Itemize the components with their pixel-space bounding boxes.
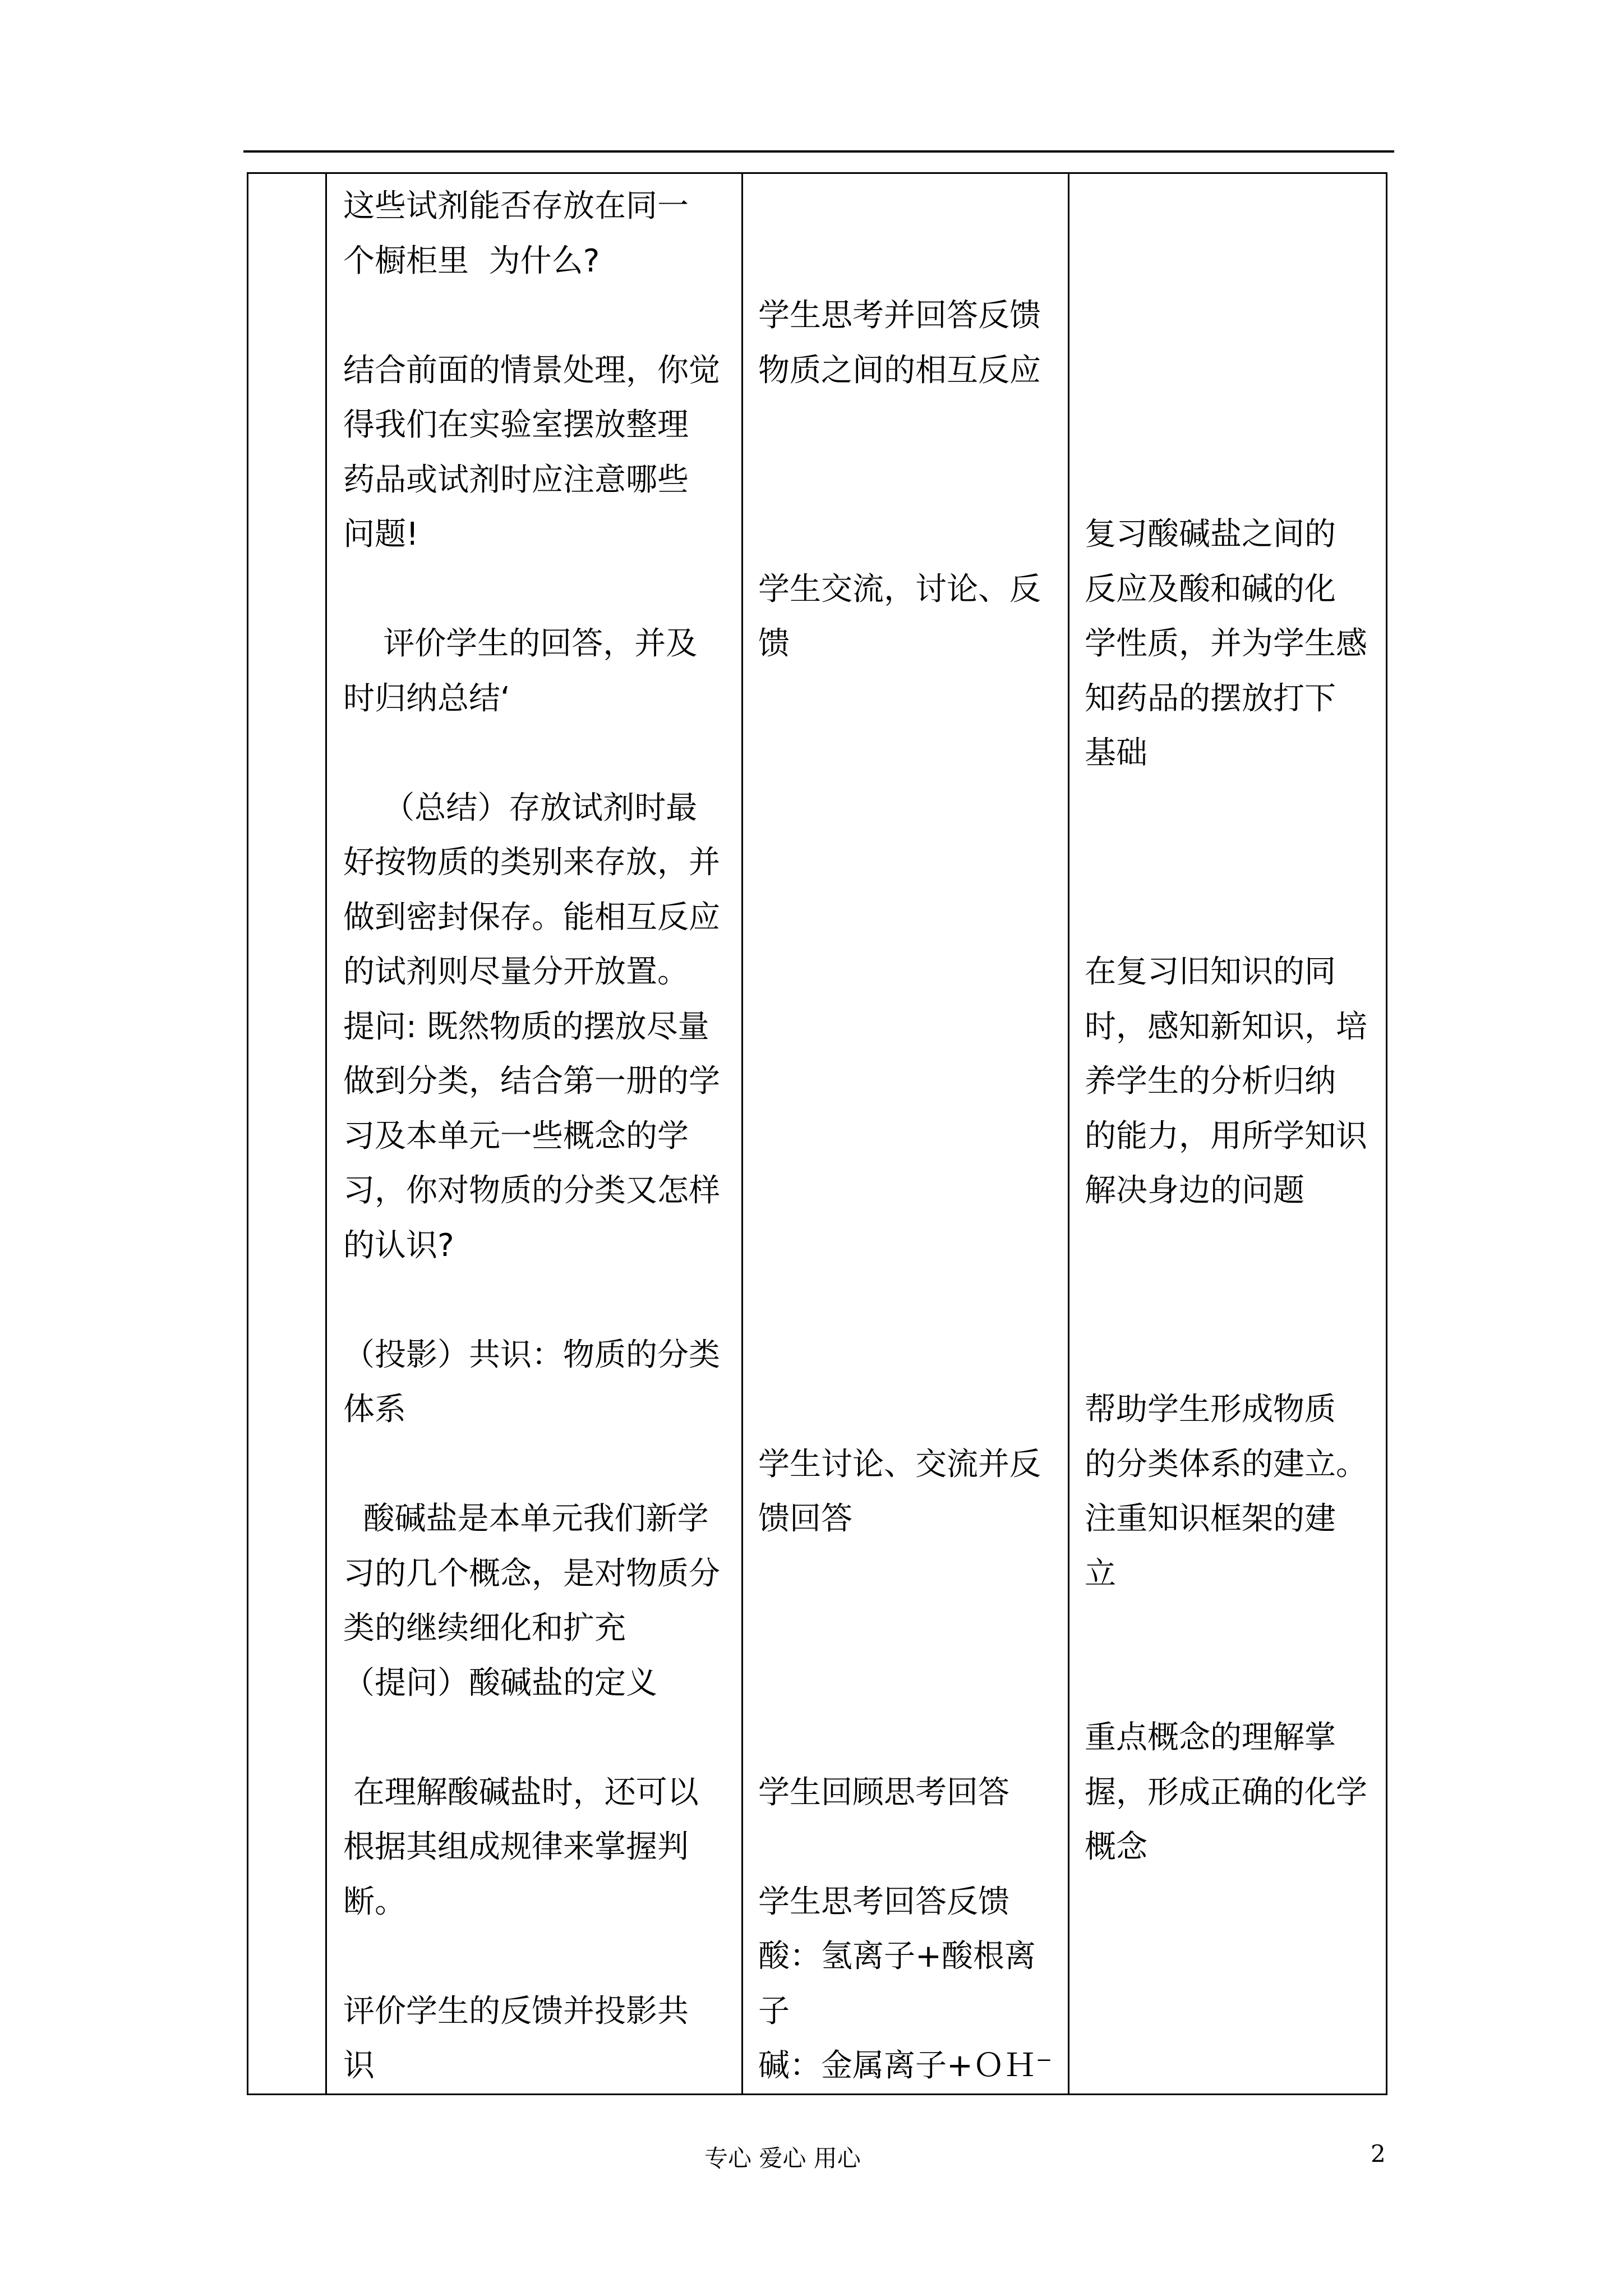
page-number: 2 <box>1371 2140 1386 2168</box>
text-line: 基础 <box>1085 735 1147 771</box>
text-line <box>758 1382 1072 1437</box>
text-line <box>758 1601 1072 1656</box>
text-line: （投影）共识：物质的分类 <box>343 1336 720 1373</box>
text-line: 这些试剂能否存放在同一 <box>343 188 689 224</box>
text-line <box>758 1218 1072 1273</box>
text-line: 学生思考并回答反馈 <box>758 297 1041 334</box>
text-line <box>758 1820 1072 1875</box>
text-line <box>758 1054 1072 1109</box>
text-line <box>758 890 1072 945</box>
column-divider-1 <box>325 172 327 2095</box>
text-line: 学性质，并为学生感 <box>1085 625 1367 662</box>
text-line: 帮助学生形成物质 <box>1085 1391 1336 1428</box>
text-line: 学生回顾思考回答 <box>758 1774 1009 1811</box>
text-line: 的能力，用所学知识 <box>1085 1117 1367 1154</box>
text-line: 馈 <box>758 625 790 662</box>
text-line: 识 <box>343 2047 375 2084</box>
column-divider-2 <box>741 172 743 2095</box>
text-line: 做到密封保存。能相互反应 <box>343 899 720 936</box>
text-line <box>758 1273 1072 1328</box>
text-line: 结合前面的情景处理，你觉 <box>343 352 720 389</box>
text-line: 做到分类，结合第一册的学 <box>343 1063 720 1099</box>
text-line <box>1085 1273 1382 1328</box>
text-line: 学生思考回答反馈 <box>758 1883 1009 1920</box>
text-line: 概念 <box>1085 1829 1147 1865</box>
text-line: 根据其组成规律来掌握判 <box>343 1829 689 1865</box>
text-line: 立 <box>1085 1555 1116 1592</box>
text-line <box>758 945 1072 1000</box>
text-line: 习的几个概念，是对物质分 <box>343 1555 720 1592</box>
text-line: 养学生的分析归纳 <box>1085 1063 1336 1099</box>
text-line <box>758 1109 1072 1164</box>
text-line <box>1085 781 1382 836</box>
text-line <box>343 562 736 617</box>
text-line <box>758 1547 1072 1602</box>
text-line <box>758 1328 1072 1383</box>
text-line: 学生交流，讨论、反 <box>758 570 1041 608</box>
text-line: 酸：氢离子+酸根离 <box>758 1938 1036 1975</box>
text-line <box>343 1710 736 1765</box>
text-line: 问题! <box>343 516 419 553</box>
text-line: 习及本单元一些概念的学 <box>343 1117 689 1154</box>
text-line: 重点概念的理解掌 <box>1085 1719 1336 1756</box>
text-line: 复习酸碱盐之间的 <box>1085 516 1336 553</box>
text-line <box>758 781 1072 836</box>
text-line: 子 <box>758 1993 790 2030</box>
text-line: 体系 <box>343 1391 406 1428</box>
text-line <box>1085 835 1382 890</box>
text-line <box>1085 1218 1382 1273</box>
text-line: 握，形成正确的化学 <box>1085 1774 1367 1811</box>
text-line: 好按物质的类别来存放，并 <box>343 844 720 881</box>
teacher-activity-column <box>343 179 736 2093</box>
text-line <box>758 1656 1072 1711</box>
student-activity-column <box>758 288 1072 2093</box>
text-line: 的分类体系的建立。 <box>1085 1446 1367 1483</box>
text-line <box>758 1710 1072 1765</box>
text-line <box>1085 1601 1382 1656</box>
text-line: 馈回答 <box>758 1501 852 1537</box>
design-intent-column <box>1085 507 1382 1875</box>
text-line: 学生讨论、交流并反 <box>758 1446 1041 1483</box>
text-line: 习，你对物质的分类又怎样 <box>343 1172 720 1209</box>
text-line: 解决身边的问题 <box>1085 1172 1304 1209</box>
text-line: 得我们在实验室摆放整理 <box>343 407 689 443</box>
text-line <box>1085 1328 1382 1383</box>
text-line <box>758 671 1072 726</box>
text-line <box>343 1273 736 1328</box>
text-line <box>758 398 1072 453</box>
text-line: （提问）酸碱盐的定义 <box>343 1664 657 1701</box>
text-line <box>1085 1656 1382 1711</box>
text-line <box>758 507 1072 562</box>
text-line: 反应及酸和碱的化 <box>1085 570 1336 608</box>
text-line: 酸碱盐是本单元我们新学 <box>343 1501 709 1537</box>
text-line <box>343 1437 736 1492</box>
footer-motto: 专心 爱心 用心 <box>704 2145 861 2172</box>
text-line <box>343 726 736 781</box>
text-line: （总结）存放试剂时最 <box>343 789 698 826</box>
text-line: 在复习旧知识的同 <box>1085 954 1336 990</box>
text-line: 的试剂则尽量分开放置。 <box>343 954 689 990</box>
text-line <box>343 288 736 343</box>
text-line: 物质之间的相互反应 <box>758 352 1041 389</box>
text-line <box>758 453 1072 508</box>
text-line <box>1085 890 1382 945</box>
text-line <box>758 1000 1072 1055</box>
text-line: 评价学生的回答，并及 <box>343 625 698 662</box>
text-line: 提问: 既然物质的摆放尽量 <box>343 1008 709 1045</box>
text-line <box>758 835 1072 890</box>
text-line: 时，感知新知识，培 <box>1085 1008 1367 1045</box>
text-line: 碱：金属离子+ＯＨ⁻ <box>758 2047 1053 2084</box>
text-line: 类的继续细化和扩充 <box>343 1610 626 1646</box>
text-line: 个橱柜里 为什么? <box>343 242 600 279</box>
text-line <box>758 1163 1072 1218</box>
text-line: 注重知识框架的建 <box>1085 1501 1336 1537</box>
text-line: 知药品的摆放打下 <box>1085 680 1336 717</box>
text-line: 在理解酸碱盐时，还可以 <box>343 1774 699 1811</box>
text-line: 的认识? <box>343 1227 454 1264</box>
text-line: 时归纳总结‘ <box>343 680 510 717</box>
text-line: 断。 <box>343 1883 406 1920</box>
text-line: 药品或试剂时应注意哪些 <box>343 461 689 498</box>
text-line <box>758 726 1072 781</box>
header-rule <box>243 150 1394 153</box>
text-line: 评价学生的反馈并投影共 <box>343 1993 689 2030</box>
text-line <box>343 1929 736 1984</box>
